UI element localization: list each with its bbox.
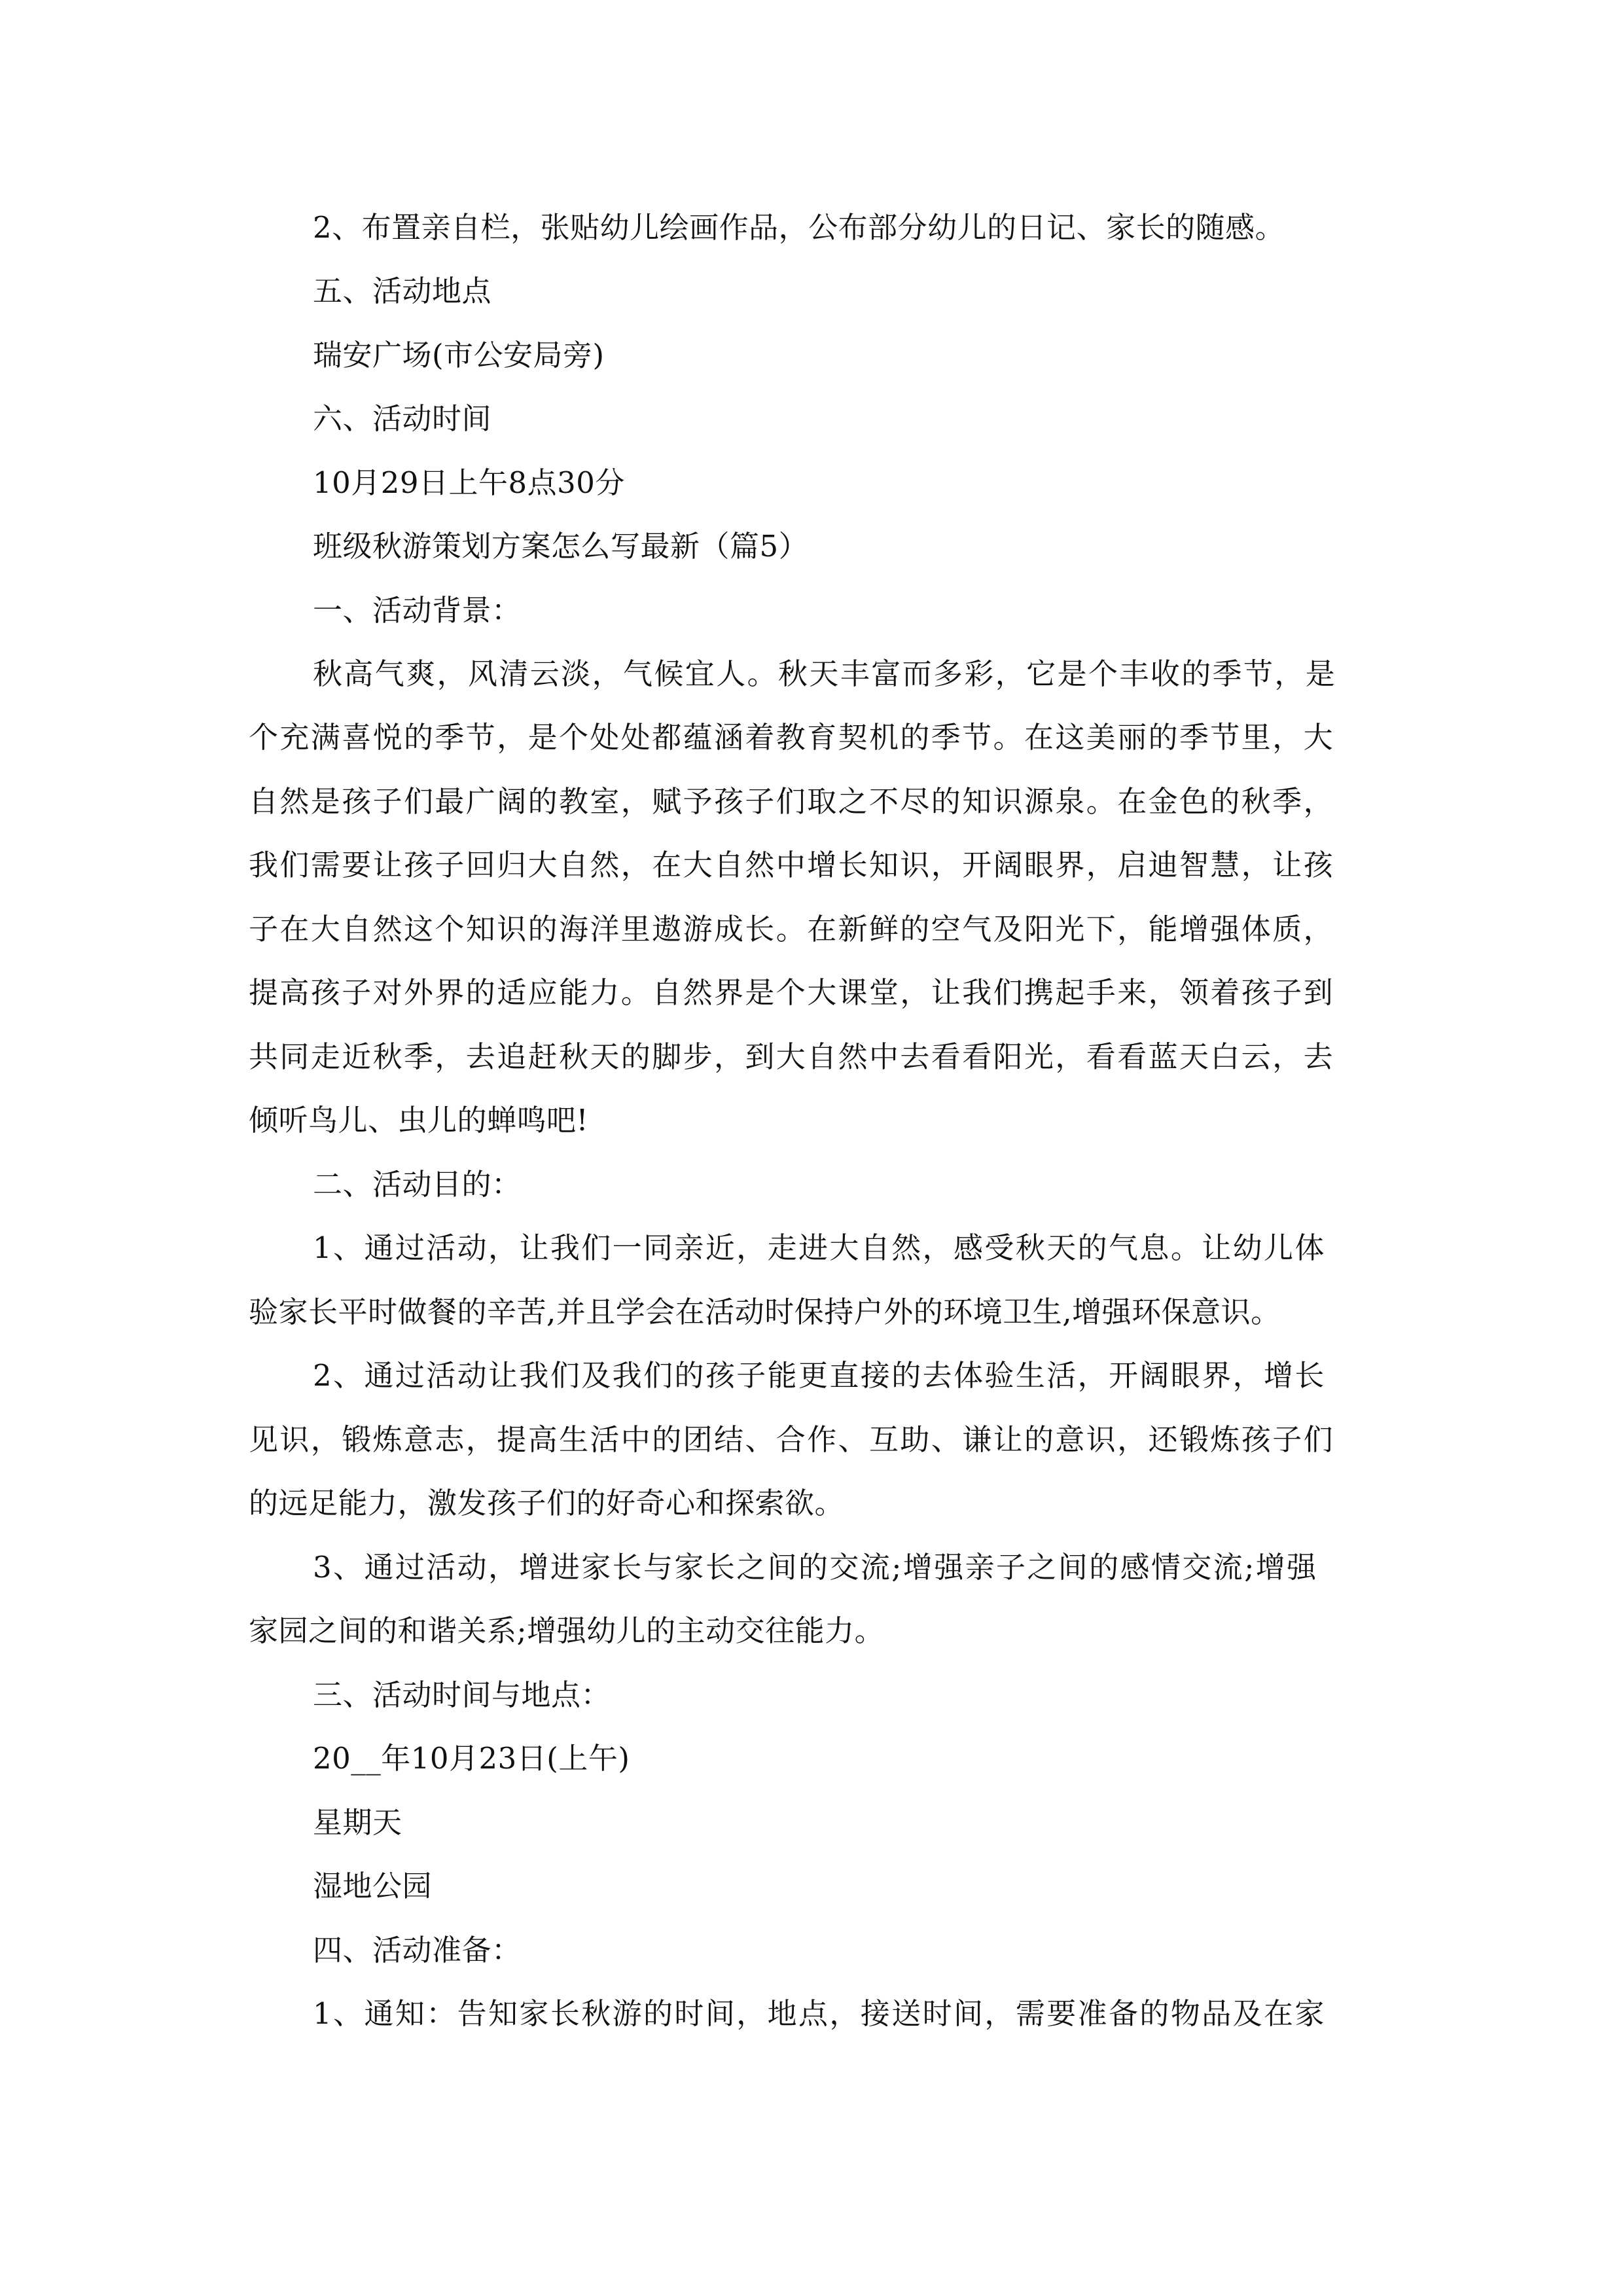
text-line: 湿地公园 [313, 1869, 433, 1903]
paragraph-line: 个充满喜悦的季节，是个处处都蕴涵着教育契机的季节。在这美丽的季节里，大 [249, 720, 1335, 755]
paragraph-line: 自然是孩子们最广阔的教室，赋予孩子们取之不尽的知识源泉。在金色的秋季， [249, 784, 1335, 819]
paragraph-line: 子在大自然这个知识的海洋里遨游成长。在新鲜的空气及阳光下，能增强体质， [249, 912, 1335, 946]
section-heading: 二、活动目的： [313, 1167, 522, 1202]
paragraph-line: 验家长平时做餐的辛苦,并且学会在活动时保持户外的环境卫生,增强环保意识。 [249, 1295, 1281, 1329]
paragraph-line: 家园之间的和谐关系;增强幼儿的主动交往能力。 [249, 1613, 885, 1648]
section-heading: 六、活动时间 [313, 401, 492, 436]
text-line: 星期天 [313, 1805, 402, 1840]
paragraph-line: 倾听鸟儿、虫儿的蝉鸣吧! [249, 1103, 589, 1138]
text-line: 瑞安广场(市公安局旁) [313, 338, 605, 372]
paragraph-line: 2、通过活动让我们及我们的孩子能更直接的去体验生活，开阔眼界，增长 [313, 1358, 1326, 1393]
paragraph-line: 1、通知：告知家长秋游的时间，地点，接送时间，需要准备的物品及在家 [313, 1996, 1326, 2031]
paragraph-line: 秋高气爽，风清云淡，气候宜人。秋天丰富而多彩，它是个丰收的季节，是 [313, 656, 1337, 691]
text-line: 20__年10月23日(上午) [313, 1741, 630, 1776]
paragraph-line: 1、通过活动，让我们一同亲近，走进大自然，感受秋天的气息。让幼儿体 [313, 1230, 1326, 1265]
article-title: 班级秋游策划方案怎么写最新（篇5） [313, 529, 809, 564]
text-line: 10月29日上午8点30分 [313, 465, 625, 500]
paragraph-line: 见识，锻炼意志，提高生活中的团结、合作、互助、谦让的意识，还锻炼孩子们 [249, 1422, 1335, 1457]
text-line: 2、布置亲自栏，张贴幼儿绘画作品，公布部分幼儿的日记、家长的随感。 [313, 210, 1285, 245]
paragraph-line: 3、通过活动，增进家长与家长之间的交流;增强亲子之间的感情交流;增强 [313, 1550, 1318, 1585]
paragraph-line: 提高孩子对外界的适应能力。自然界是个大课堂，让我们携起手来，领着孩子到 [249, 975, 1335, 1010]
section-heading: 四、活动准备： [313, 1933, 522, 1967]
section-heading: 三、活动时间与地点： [313, 1677, 611, 1712]
paragraph-line: 共同走近秋季，去追赶秋天的脚步，到大自然中去看看阳光，看看蓝天白云，去 [249, 1039, 1335, 1074]
paragraph-line: 我们需要让孩子回归大自然，在大自然中增长知识，开阔眼界，启迪智慧，让孩 [249, 848, 1335, 882]
section-heading: 一、活动背景： [313, 593, 522, 628]
paragraph-line: 的远足能力，激发孩子们的好奇心和探索欲。 [249, 1486, 845, 1520]
section-heading: 五、活动地点 [313, 274, 492, 308]
